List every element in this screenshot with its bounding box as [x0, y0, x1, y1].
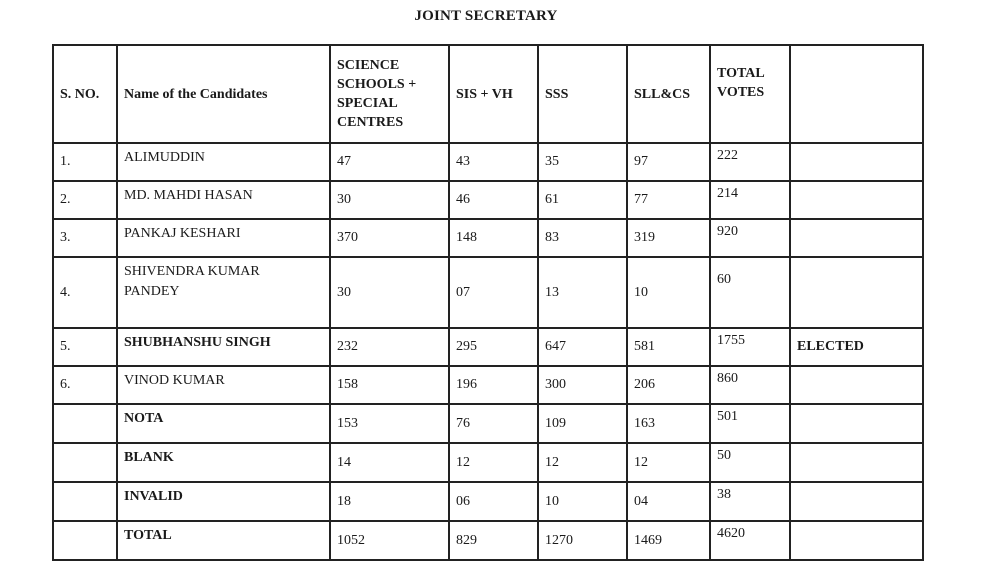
cell-remark	[790, 181, 923, 219]
col-header-science-line4: CENTRES	[337, 115, 404, 130]
cell-total: 222	[710, 143, 790, 181]
cell-sis: 12	[449, 443, 538, 482]
cell-remark	[790, 404, 923, 443]
table-row	[53, 521, 923, 560]
cell-total: 1755	[710, 328, 790, 366]
cell-science: 1052	[330, 521, 449, 560]
col-header-sno: S. NO.	[53, 45, 117, 143]
table-row	[53, 219, 923, 257]
cell-sll: 581	[627, 328, 710, 366]
table-row	[53, 366, 923, 404]
col-header-sis: SIS + VH	[449, 45, 538, 143]
col-header-total	[710, 45, 790, 143]
cell-total: 4620	[710, 521, 790, 560]
cell-sno: 1.	[53, 143, 117, 181]
cell-sno: 4.	[53, 257, 117, 328]
cell-sno: 2.	[53, 181, 117, 219]
cell-name-line1: SHIVENDRA KUMAR	[124, 264, 260, 279]
cell-sis: 196	[449, 366, 538, 404]
cell-sll: 206	[627, 366, 710, 404]
cell-total: 50	[710, 443, 790, 482]
cell-remark	[790, 443, 923, 482]
cell-total: 38	[710, 482, 790, 521]
table-row	[53, 482, 923, 521]
cell-sss: 35	[538, 143, 627, 181]
cell-sll: 319	[627, 219, 710, 257]
cell-sno	[53, 482, 117, 521]
cell-sll: 77	[627, 181, 710, 219]
cell-name	[117, 257, 330, 328]
cell-sis: 46	[449, 181, 538, 219]
cell-name: TOTAL	[117, 521, 330, 560]
cell-remark	[790, 521, 923, 560]
elected-remark: ELECTED	[790, 328, 923, 366]
table-row	[53, 404, 923, 443]
col-header-total-line1: TOTAL	[717, 66, 765, 81]
cell-sss: 10	[538, 482, 627, 521]
cell-science: 370	[330, 219, 449, 257]
cell-sss: 12	[538, 443, 627, 482]
col-header-total-line2: VOTES	[717, 85, 765, 100]
col-header-science-line1: SCIENCE	[337, 58, 400, 73]
cell-remark	[790, 219, 923, 257]
col-header-science	[330, 45, 449, 143]
cell-sis: 06	[449, 482, 538, 521]
cell-total: 60	[710, 257, 790, 328]
page-title: JOINT SECRETARY	[414, 8, 558, 24]
cell-sll: 10	[627, 257, 710, 328]
cell-remark	[790, 482, 923, 521]
cell-science: 30	[330, 181, 449, 219]
cell-name-line2: PANDEY	[124, 284, 180, 299]
results-table	[52, 44, 924, 561]
cell-sll: 04	[627, 482, 710, 521]
cell-total: 860	[710, 366, 790, 404]
table-row	[53, 181, 923, 219]
cell-name: PANKAJ KESHARI	[117, 219, 330, 257]
cell-science: 232	[330, 328, 449, 366]
cell-sll: 12	[627, 443, 710, 482]
cell-sll: 163	[627, 404, 710, 443]
header-row	[53, 45, 923, 143]
cell-science: 18	[330, 482, 449, 521]
cell-sno	[53, 404, 117, 443]
cell-sll: 1469	[627, 521, 710, 560]
cell-sno	[53, 443, 117, 482]
cell-name: NOTA	[117, 404, 330, 443]
cell-remark	[790, 143, 923, 181]
col-header-science-line3: SPECIAL	[337, 96, 398, 111]
cell-name: MD. MAHDI HASAN	[117, 181, 330, 219]
col-header-science-line2: SCHOOLS +	[337, 77, 417, 92]
cell-remark	[790, 366, 923, 404]
cell-name: ALIMUDDIN	[117, 143, 330, 181]
col-header-name: Name of the Candidates	[117, 45, 330, 143]
col-header-sss: SSS	[538, 45, 627, 143]
cell-science: 153	[330, 404, 449, 443]
cell-science: 47	[330, 143, 449, 181]
col-header-sll: SLL&CS	[627, 45, 710, 143]
cell-sss: 109	[538, 404, 627, 443]
cell-sis: 43	[449, 143, 538, 181]
table-row	[53, 443, 923, 482]
cell-total: 501	[710, 404, 790, 443]
table-row	[53, 328, 923, 366]
cell-sis: 07	[449, 257, 538, 328]
cell-name: INVALID	[117, 482, 330, 521]
cell-sss: 83	[538, 219, 627, 257]
cell-sno: 5.	[53, 328, 117, 366]
cell-sss: 61	[538, 181, 627, 219]
cell-name: VINOD KUMAR	[117, 366, 330, 404]
cell-sss: 300	[538, 366, 627, 404]
table-row	[53, 257, 923, 328]
cell-sis: 829	[449, 521, 538, 560]
cell-sis: 148	[449, 219, 538, 257]
cell-sno	[53, 521, 117, 560]
cell-sis: 295	[449, 328, 538, 366]
cell-sno: 3.	[53, 219, 117, 257]
cell-science: 158	[330, 366, 449, 404]
cell-science: 14	[330, 443, 449, 482]
cell-sis: 76	[449, 404, 538, 443]
cell-name: BLANK	[117, 443, 330, 482]
cell-total: 214	[710, 181, 790, 219]
cell-sss: 647	[538, 328, 627, 366]
table-row	[53, 143, 923, 181]
cell-total: 920	[710, 219, 790, 257]
cell-sss: 13	[538, 257, 627, 328]
cell-sno: 6.	[53, 366, 117, 404]
cell-name: SHUBHANSHU SINGH	[117, 328, 330, 366]
cell-sll: 97	[627, 143, 710, 181]
cell-sss: 1270	[538, 521, 627, 560]
cell-science: 30	[330, 257, 449, 328]
col-header-remark	[790, 45, 923, 143]
cell-remark	[790, 257, 923, 328]
